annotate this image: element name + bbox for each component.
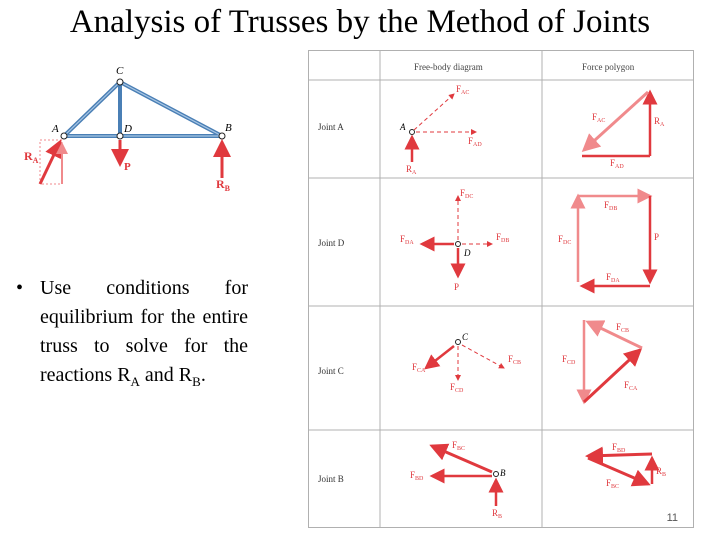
svg-text:FAD: $F_{AD}$	[610, 158, 624, 170]
svg-text:B: B	[500, 468, 506, 478]
truss-diagram	[18, 56, 254, 204]
svg-text:FBC: $F_{BC}$	[452, 440, 466, 452]
svg-text:FCA: $F_{CA}$	[624, 380, 638, 392]
rb-label: $R_B$	[216, 177, 231, 193]
svg-text:RB: $R_B$	[492, 508, 503, 520]
p-label: P	[124, 161, 131, 173]
polygon-joint-b	[588, 442, 666, 490]
header-force-polygon: Force polygon	[582, 62, 635, 72]
joint-a-label: A	[52, 123, 59, 135]
svg-text:FCD: $F_{CD}$	[562, 354, 576, 366]
row-label-joint-c: Joint C	[318, 366, 344, 376]
svg-text:FCA: $F_{CA}$	[412, 362, 426, 374]
page-number: 11	[666, 512, 678, 524]
fbd-joint-d	[400, 188, 509, 292]
svg-text:FBC: $F_{BC}$	[606, 478, 620, 490]
row-label-joint-a: Joint A	[318, 122, 344, 132]
svg-text:P: P	[454, 282, 460, 292]
fbd-joint-a	[399, 84, 482, 176]
bullet-marker: •	[16, 277, 24, 299]
fbd-joint-b	[410, 440, 506, 520]
svg-text:C: C	[462, 332, 469, 342]
svg-text:FDA: $F_{DA}$	[400, 234, 414, 246]
joint-c-label: C	[116, 65, 124, 77]
svg-text:FBD: $F_{BD}$	[410, 470, 424, 482]
truss-members	[64, 82, 222, 136]
svg-text:FDA: $F_{DA}$	[606, 272, 620, 284]
svg-text:FAC: $F_{AC}$	[592, 112, 606, 124]
svg-text:A: A	[400, 122, 406, 132]
svg-text:FCB: $F_{CB}$	[616, 322, 630, 334]
bullet-text: Use conditions for equilibrium for the entire truss to solve for the reactions $R_A$ and $R_B$.	[40, 277, 248, 389]
bullet-point	[16, 274, 248, 396]
header-free-body: Free-body diagram	[414, 62, 483, 72]
slide-title: Analysis of Trusses by the Method of Joints	[69, 4, 651, 40]
svg-text:FDC: $F_{DC}$	[460, 188, 474, 200]
svg-text:FCD: $F_{CD}$	[450, 382, 464, 394]
ra-label: $R_A$	[24, 149, 39, 165]
svg-text:RA: $R_A$	[406, 164, 417, 176]
svg-text:FCB: $F_{CB}$	[508, 354, 522, 366]
joints-table	[308, 50, 694, 528]
svg-text:FDC: $F_{DC}$	[558, 234, 572, 246]
svg-text:RB: $R_B$	[656, 466, 667, 478]
svg-text:FAC: $F_{AC}$	[456, 84, 470, 96]
svg-text:FAD: $F_{AD}$	[468, 136, 482, 148]
joint-d-label: D	[124, 123, 132, 135]
row-label-joint-d: Joint D	[318, 238, 345, 248]
svg-text:FDB: $F_{DB}$	[604, 200, 618, 212]
reaction-a-arrow	[40, 142, 60, 184]
fbd-joint-c	[412, 332, 521, 394]
svg-text:FBD: $F_{BD}$	[612, 442, 626, 454]
svg-text:FDB: $F_{DB}$	[496, 232, 510, 244]
svg-text:D: D	[464, 248, 471, 258]
svg-text:RA: $R_A$	[654, 116, 665, 128]
row-label-joint-b: Joint B	[318, 474, 344, 484]
svg-text:P: P	[654, 232, 660, 242]
joint-b-label: B	[225, 122, 232, 134]
polygon-joint-c	[562, 320, 642, 402]
polygon-joint-a	[582, 92, 665, 170]
polygon-joint-d	[558, 196, 659, 286]
